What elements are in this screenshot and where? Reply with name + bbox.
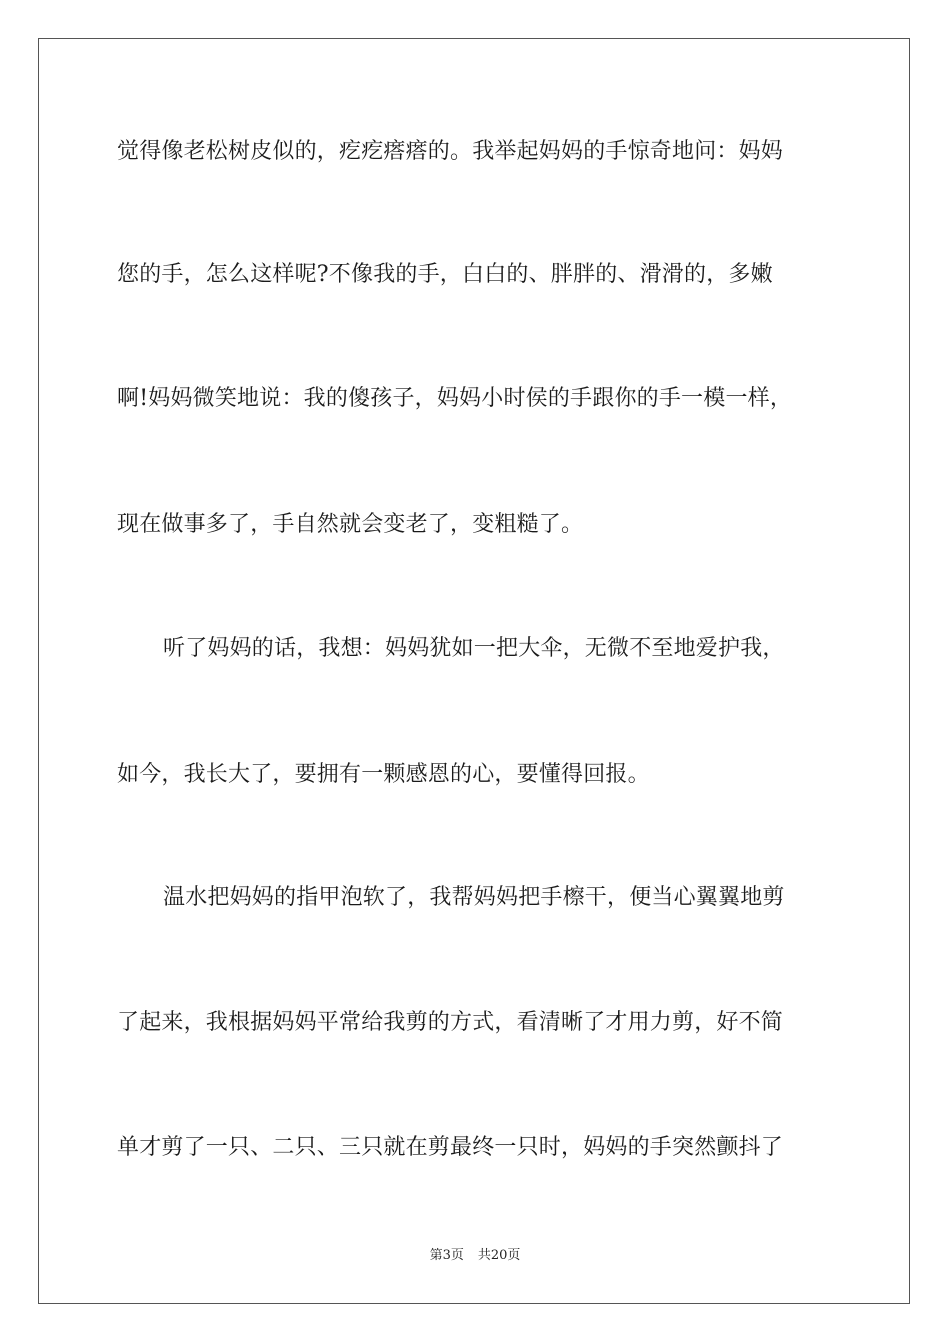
text-line-9: 单才剪了一只、二只、三只就在剪最终一只时，妈妈的手突然颤抖了 xyxy=(117,1135,784,1160)
text-line-3: 啊!妈妈微笑地说：我的傻孩子，妈妈小时侯的手跟你的手一模一样， xyxy=(117,386,793,411)
text-line-1: 觉得像老松树皮似的，疙疙瘩瘩的。我举起妈妈的手惊奇地问：妈妈 xyxy=(117,139,784,164)
text-line-8: 了起来，我根据妈妈平常给我剪的方式，看清晰了才用力剪，好不简 xyxy=(117,1010,784,1035)
page-footer xyxy=(0,1247,950,1265)
text-line-2: 您的手，怎么这样呢?不像我的手，白白的、胖胖的、滑滑的，多嫩 xyxy=(117,262,773,287)
page-number-current: 第3页 xyxy=(429,1248,464,1263)
text-line-6: 如今，我长大了，要拥有一颗感恩的心，要懂得回报。 xyxy=(117,762,650,787)
text-line-7: 温水把妈妈的指甲泡软了，我帮妈妈把手檫干，便当心翼翼地剪 xyxy=(163,885,785,910)
page-border xyxy=(38,38,910,1304)
text-line-5: 听了妈妈的话，我想：妈妈犹如一把大伞，无微不至地爱护我， xyxy=(163,636,785,661)
page-number-total: 共20页 xyxy=(477,1248,521,1263)
text-line-4: 现在做事多了，手自然就会变老了，变粗糙了。 xyxy=(117,512,584,537)
